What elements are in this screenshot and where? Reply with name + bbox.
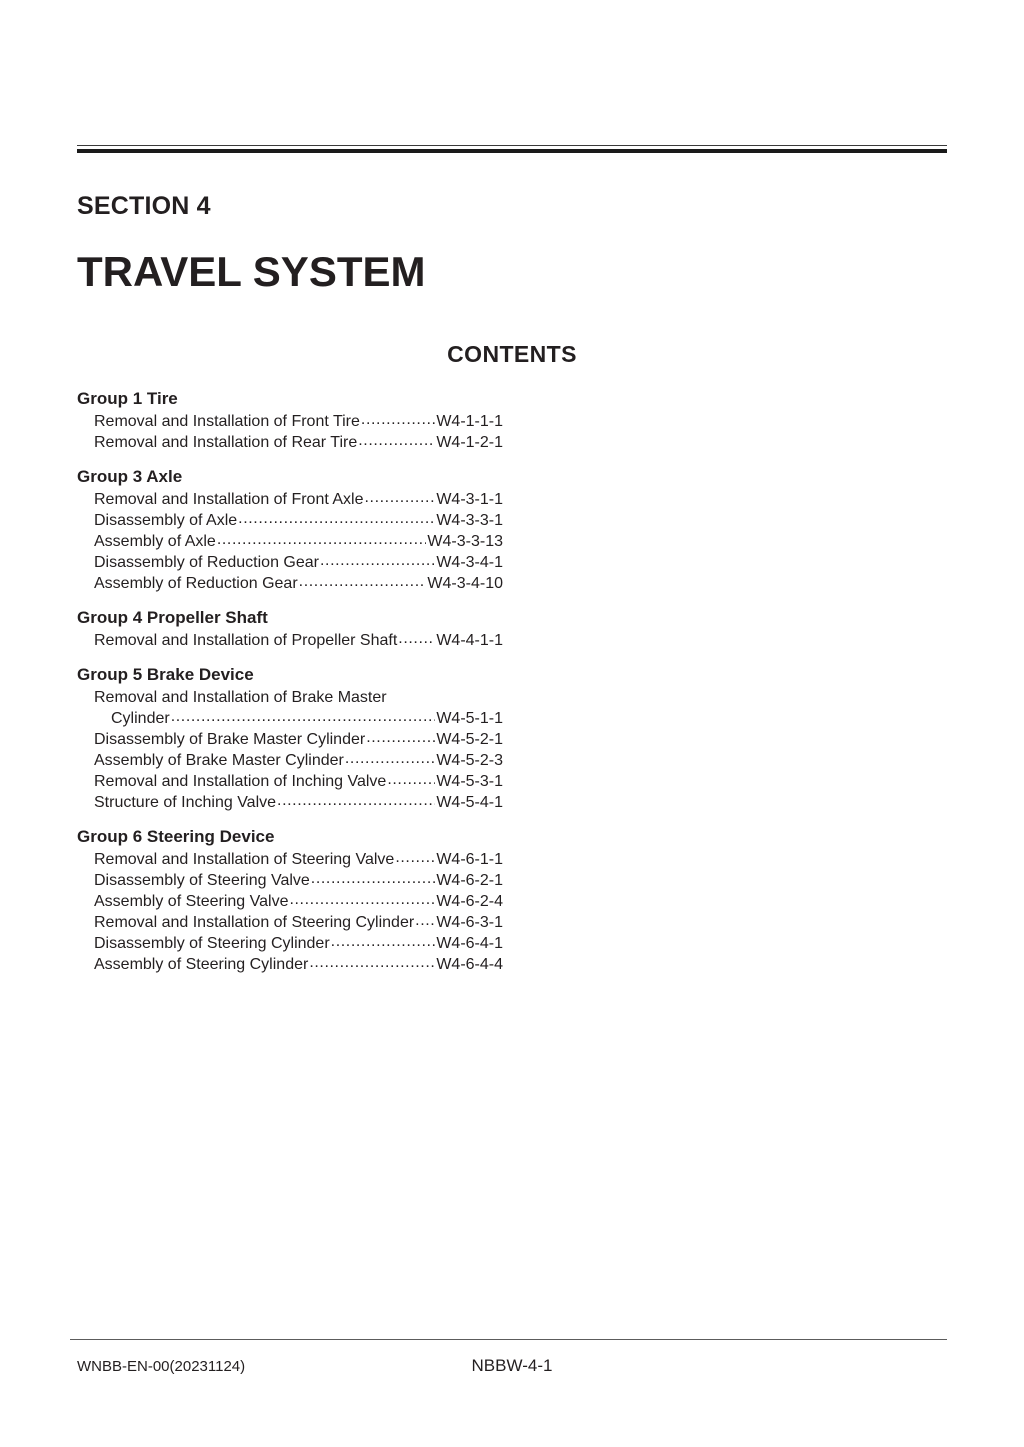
toc-entry-page: W4-1-2-1 [436, 434, 503, 451]
toc-entry-page: W4-6-3-1 [436, 914, 503, 931]
toc-entry-leader-dots [238, 508, 435, 529]
toc-entry[interactable] [77, 552, 503, 573]
toc-entry-label: Disassembly of Brake Master Cylinder [94, 731, 366, 748]
toc-group-title: Group 4 Propeller Shaft [77, 608, 268, 627]
toc-entry[interactable] [77, 933, 503, 954]
toc-entry-leader-dots [217, 529, 427, 550]
toc-entry-page: W4-3-3-13 [427, 533, 503, 550]
toc-entry-label: Removal and Installation of Steering Valve [94, 851, 395, 868]
toc-entry-page: W4-6-2-4 [436, 893, 503, 910]
toc-group [77, 388, 503, 453]
toc-entry-label: Cylinder [111, 710, 170, 727]
footer-rule [70, 1339, 947, 1340]
toc-entry-label: Disassembly of Reduction Gear [94, 554, 319, 571]
table-of-contents [77, 388, 503, 975]
toc-entry[interactable] [77, 432, 503, 453]
page-title: TRAVEL SYSTEM [77, 248, 426, 295]
toc-entry-leader-dots [364, 487, 435, 508]
header-rule-thin-line [77, 145, 947, 146]
toc-entry-leader-dots [345, 748, 435, 769]
toc-entry[interactable] [77, 630, 503, 651]
toc-entry-leader-dots [331, 931, 436, 952]
toc-entry-leader-dots [366, 727, 435, 748]
toc-entry-page: W4-6-2-1 [436, 872, 503, 889]
toc-group-title: Group 3 Axle [77, 467, 183, 486]
toc-entry[interactable] [77, 792, 503, 813]
toc-entry-leader-dots [395, 847, 435, 868]
toc-entry-leader-dots [309, 952, 435, 973]
toc-entry-page: W4-5-3-1 [436, 773, 503, 790]
footer-document-code: WNBB-EN-00(20231124) [77, 1358, 246, 1375]
toc-entry[interactable] [77, 912, 503, 933]
toc-entry[interactable] [77, 510, 503, 531]
toc-entry[interactable] [77, 489, 503, 510]
toc-entry-page: W4-3-3-1 [436, 512, 503, 529]
footer-page-code: NBBW-4-1 [471, 1356, 553, 1375]
toc-group-title: Group 5 Brake Device [77, 665, 254, 684]
toc-entry-label: Removal and Installation of Propeller Shaft [94, 632, 398, 649]
toc-entry-page: W4-5-1-1 [436, 710, 503, 727]
toc-entry-label: Removal and Installation of Rear Tire [94, 434, 358, 451]
contents-heading: CONTENTS [447, 341, 577, 367]
toc-group [77, 466, 503, 594]
toc-entry-leader-dots [311, 868, 436, 889]
header-rule [77, 145, 947, 153]
toc-entry-page: W4-5-2-1 [436, 731, 503, 748]
toc-entry-leader-dots [171, 706, 436, 727]
header-rule-thick-line [77, 149, 947, 153]
toc-entry-page: W4-6-1-1 [436, 851, 503, 868]
toc-entry[interactable] [77, 954, 503, 975]
toc-entry-leader-dots [361, 409, 435, 430]
toc-entry[interactable] [77, 531, 503, 552]
toc-entry-page: W4-3-1-1 [436, 491, 503, 508]
section-label: SECTION 4 [77, 192, 211, 220]
toc-entry-label: Disassembly of Steering Valve [94, 872, 310, 889]
toc-entry-leader-dots [289, 889, 435, 910]
toc-entry-label: Assembly of Axle [94, 533, 216, 550]
toc-entry-leader-dots [299, 571, 427, 592]
toc-entry-label: Assembly of Reduction Gear [94, 575, 298, 592]
toc-entry[interactable] [77, 573, 503, 594]
toc-entry-label: Structure of Inching Valve [94, 794, 277, 811]
toc-entry-label: Removal and Installation of Inching Valve [94, 773, 387, 790]
toc-entry[interactable] [77, 771, 503, 792]
toc-entry-leader-dots [277, 790, 435, 811]
toc-entry-leader-dots [320, 550, 435, 571]
toc-entry-page: W4-3-4-1 [436, 554, 503, 571]
toc-entry-leader-dots [398, 628, 435, 649]
toc-entry-label: Assembly of Steering Valve [94, 893, 289, 910]
toc-entry[interactable] [77, 891, 503, 912]
toc-group-title: Group 6 Steering Device [77, 827, 275, 846]
toc-entry-page: W4-5-4-1 [436, 794, 503, 811]
toc-entry-leader-dots [415, 910, 435, 931]
toc-entry-label: Removal and Installation of Front Axle [94, 491, 364, 508]
toc-group-title: Group 1 Tire [77, 389, 178, 408]
toc-entry-page: W4-5-2-3 [436, 752, 503, 769]
toc-entry-page: W4-6-4-1 [436, 935, 503, 952]
toc-group [77, 826, 503, 975]
toc-entry-label: Removal and Installation of Steering Cylinder [94, 914, 415, 931]
toc-group [77, 607, 503, 651]
toc-entry-label: Disassembly of Axle [94, 512, 238, 529]
toc-entry[interactable] [77, 870, 503, 891]
toc-entry-label: Removal and Installation of Front Tire [94, 413, 360, 430]
toc-entry[interactable] [77, 708, 503, 729]
toc-entry-page: W4-6-4-4 [436, 956, 503, 973]
toc-entry-leader-dots [387, 769, 435, 790]
toc-entry[interactable] [77, 849, 503, 870]
toc-group [77, 664, 503, 813]
toc-entry[interactable] [77, 729, 503, 750]
toc-entry-page: W4-1-1-1 [436, 413, 503, 430]
toc-entry[interactable] [77, 411, 503, 432]
toc-entry-label: Disassembly of Steering Cylinder [94, 935, 330, 952]
toc-entry-page: W4-4-1-1 [436, 632, 503, 649]
toc-entry-label: Assembly of Steering Cylinder [94, 956, 309, 973]
toc-entry[interactable] [77, 750, 503, 771]
toc-entry-page: W4-3-4-10 [427, 575, 503, 592]
toc-entry-label-line[interactable]: Removal and Installation of Brake Master [94, 689, 387, 706]
toc-entry-label: Assembly of Brake Master Cylinder [94, 752, 344, 769]
toc-entry-leader-dots [358, 430, 435, 451]
